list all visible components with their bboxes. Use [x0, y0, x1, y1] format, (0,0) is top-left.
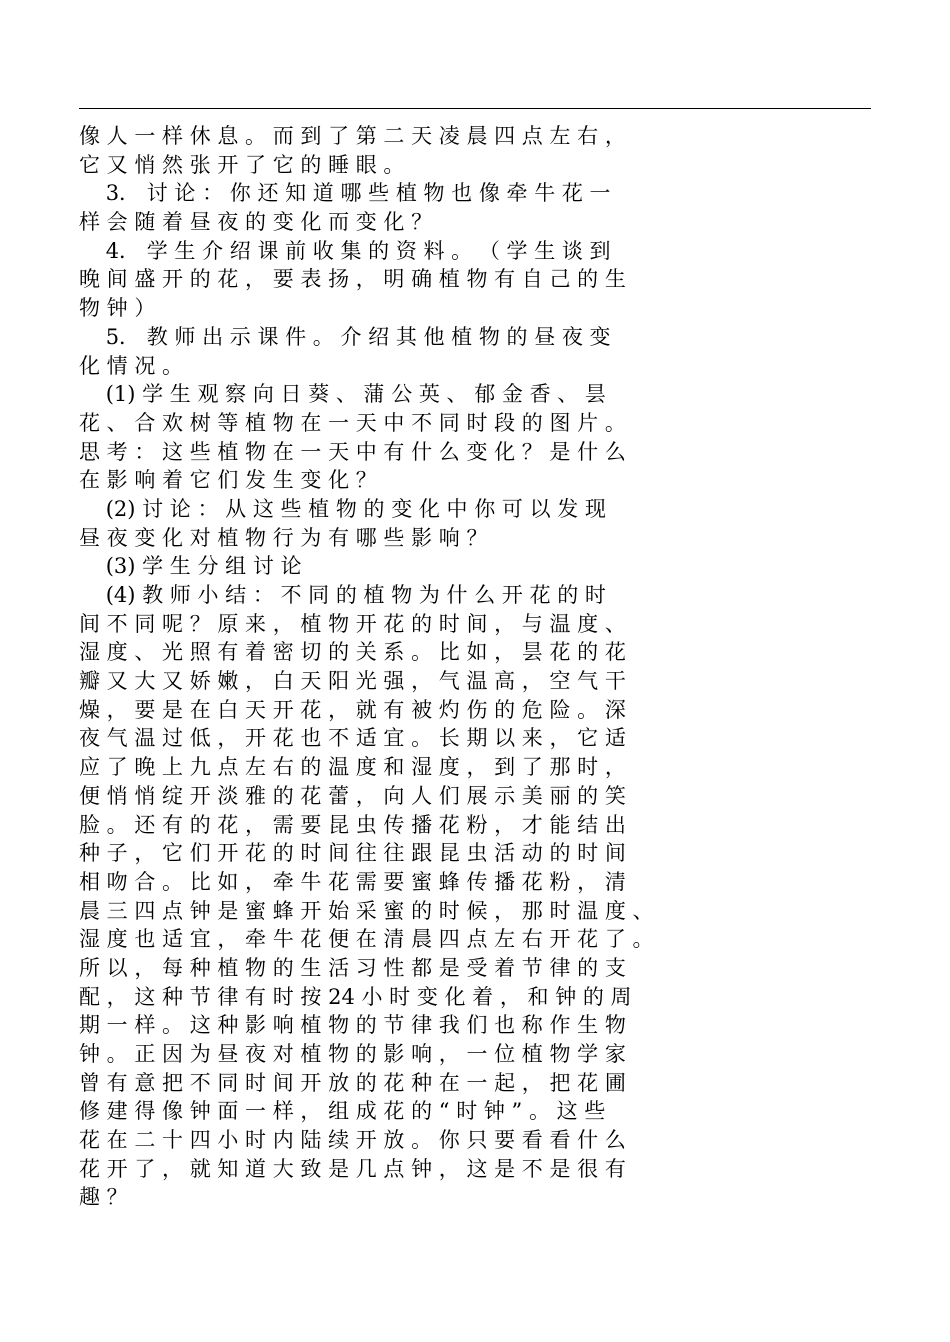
text-line: 便 悄 悄 绽 开 淡 雅 的 花 蕾 ， 向 人 们 展 示 美 丽 的 笑 [79, 783, 626, 808]
text-line: 相 吻 合 。 比 如 ， 牵 牛 花 需 要 蜜 蜂 传 播 花 粉 ， 清 [79, 869, 626, 894]
text-line: 期 一 样 。 这 种 影 响 植 物 的 节 律 我 们 也 称 作 生 物 [79, 1013, 626, 1038]
text-line: 应 了 晚 上 九 点 左 右 的 温 度 和 湿 度 ， 到 了 那 时 ， [79, 755, 626, 780]
text-line: 在 影 响 着 它 们 发 生 变 化 ？ [79, 468, 377, 493]
text-line: 夜 气 温 过 低 ， 开 花 也 不 适 宜 。 长 期 以 来 ， 它 适 [79, 726, 626, 751]
text-line: (4) 教 师 小 结 ： 不 同 的 植 物 为 什 么 开 花 的 时 [79, 583, 606, 607]
text-line: 思 考 ： 这 些 植 物 在 一 天 中 有 什 么 变 化 ？ 是 什 么 [79, 439, 626, 464]
header-rule [79, 108, 871, 109]
text-line: 湿 度 、 光 照 有 着 密 切 的 关 系 。 比 如 ， 昙 花 的 花 [79, 640, 626, 665]
text-line: 昼 夜 变 化 对 植 物 行 为 有 哪 些 影 响 ？ [79, 525, 488, 550]
text-line: 湿 度 也 适 宜 ， 牵 牛 花 便 在 清 晨 四 点 左 右 开 花 了 。 [79, 927, 654, 952]
text-line: 花 在 二 十 四 小 时 内 陆 续 开 放 。 你 只 要 看 看 什 么 [79, 1128, 626, 1153]
text-line: 瓣 又 大 又 娇 嫩 ， 白 天 阳 光 强 ， 气 温 高 ， 空 气 干 [79, 669, 626, 694]
text-line: 化 情 况 。 [79, 353, 184, 378]
text-line: 钟 。 正 因 为 昼 夜 对 植 物 的 影 响 ， 一 位 植 物 学 家 [79, 1042, 626, 1066]
text-line: 晨 三 四 点 钟 是 蜜 蜂 开 始 采 蜜 的 时 候 ， 那 时 温 度 、 [79, 898, 654, 923]
text-line: 4． 学 生 介 绍 课 前 收 集 的 资 料 。 （ 学 生 谈 到 [79, 238, 611, 263]
text-line: 燥 ， 要 是 在 白 天 开 花 ， 就 有 被 灼 伤 的 危 险 。 深 [79, 697, 626, 722]
text-line: 晚 间 盛 开 的 花 ， 要 表 扬 ， 明 确 植 物 有 自 己 的 生 [79, 267, 626, 292]
text-line: 趣 ？ [79, 1185, 128, 1210]
text-line: 脸 。 还 有 的 花 ， 需 要 昆 虫 传 播 花 粉 ， 才 能 结 出 [79, 812, 626, 837]
text-line: 种 子 ， 它 们 开 花 的 时 间 往 往 跟 昆 虫 活 动 的 时 间 [79, 841, 626, 866]
text-line: 间 不 同 呢 ？ 原 来 ， 植 物 开 花 的 时 间 ， 与 温 度 、 [79, 611, 626, 636]
text-line: 5． 教 师 出 示 课 件 。 介 绍 其 他 植 物 的 昼 夜 变 [79, 324, 611, 349]
text-line: (1) 学 生 观 察 向 日 葵 、 蒲 公 英 、 郁 金 香 、 昙 [79, 382, 606, 407]
body-text [79, 122, 879, 1212]
text-line: 花 开 了 ， 就 知 道 大 致 是 几 点 钟 ， 这 是 不 是 很 有 [79, 1156, 626, 1181]
text-line: 花 、 合 欢 树 等 植 物 在 一 天 中 不 同 时 段 的 图 片 。 [79, 410, 626, 435]
text-line: 物 钟 ） [79, 296, 156, 321]
text-line: 修 建 得 像 钟 面 一 样 ， 组 成 花 的 “ 时 钟 ” 。 这 些 [79, 1099, 606, 1124]
text-line: (2) 讨 论 ： 从 这 些 植 物 的 变 化 中 你 可 以 发 现 [79, 496, 606, 521]
text-line: 样 会 随 着 昼 夜 的 变 化 而 变 化 ？ [79, 210, 433, 235]
text-line: 像 人 一 样 休 息 。 而 到 了 第 二 天 凌 晨 四 点 左 右 ， [79, 124, 626, 148]
text-line: 配 ， 这 种 节 律 有 时 按 24 小 时 变 化 着 ， 和 钟 的 周 [79, 984, 632, 1009]
text-line: 曾 有 意 把 不 同 时 间 开 放 的 花 种 在 一 起 ， 把 花 圃 [79, 1070, 626, 1095]
text-line: 3． 讨 论 ： 你 还 知 道 哪 些 植 物 也 像 牵 牛 花 一 [79, 181, 611, 206]
text-line: (3) 学 生 分 组 讨 论 [79, 554, 302, 579]
text-line: 所 以 ， 每 种 植 物 的 生 活 习 性 都 是 受 着 节 律 的 支 [79, 955, 626, 980]
text-line: 它 又 悄 然 张 开 了 它 的 睡 眼 。 [79, 152, 405, 177]
